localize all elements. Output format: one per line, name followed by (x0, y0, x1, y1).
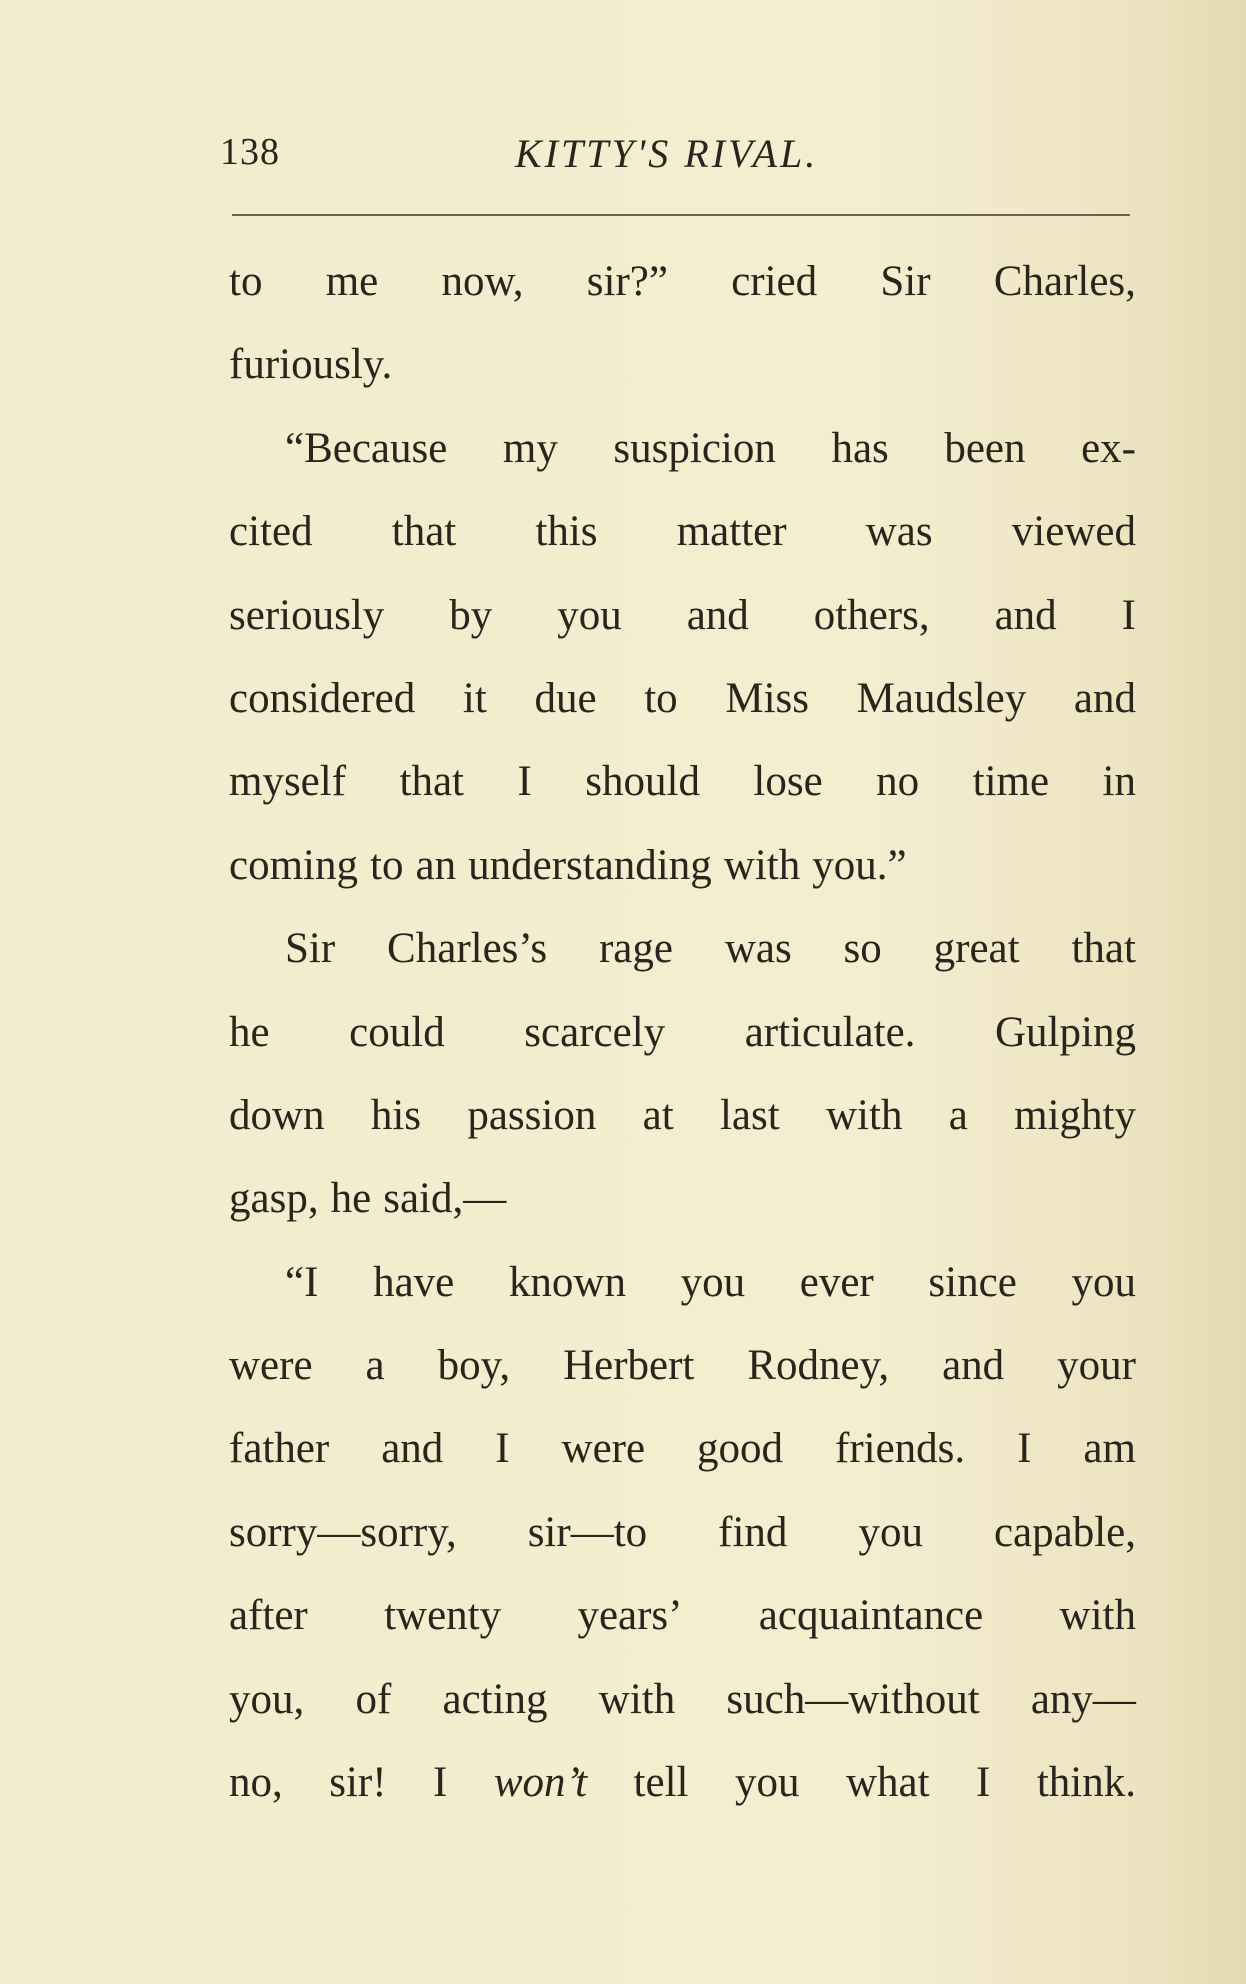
word: I (495, 1425, 510, 1473)
word: myself (229, 758, 347, 806)
word: me (325, 258, 379, 305)
text-line (229, 240, 1136, 323)
word: your (1057, 1342, 1136, 1390)
word: was (865, 508, 933, 556)
word: I (1121, 591, 1136, 639)
word: was (724, 925, 792, 973)
word: understanding (468, 841, 712, 889)
word: his (370, 1091, 422, 1139)
text-line (229, 1241, 1136, 1324)
word: matter (676, 508, 787, 556)
text-line (229, 407, 1136, 490)
word: to (229, 258, 263, 305)
word: due (534, 674, 597, 722)
word: won’t (493, 1759, 588, 1807)
word: furiously. (229, 341, 393, 389)
word: considered (229, 674, 416, 722)
word: father (229, 1425, 330, 1473)
word: you (1071, 1258, 1136, 1306)
text-line (229, 1074, 1136, 1157)
word: been (944, 424, 1026, 472)
word: that (399, 758, 464, 806)
word: he (330, 1175, 372, 1223)
word: of (355, 1675, 392, 1723)
word: capable, (993, 1508, 1136, 1556)
word: great (933, 925, 1020, 973)
word: Maudsley (856, 674, 1027, 722)
word: known (508, 1258, 626, 1306)
word: mighty (1014, 1091, 1136, 1139)
word: cried (731, 258, 818, 305)
text-line (229, 824, 1136, 907)
word: you (680, 1258, 746, 1306)
text-line (229, 490, 1136, 573)
word: this (535, 508, 598, 556)
word: he (229, 1008, 270, 1056)
word: were (561, 1425, 646, 1473)
word: rage (598, 925, 673, 973)
word: now, (441, 258, 524, 305)
word: acquaintance (758, 1592, 984, 1640)
word: suspicion (613, 424, 776, 472)
word: Rodney, (747, 1342, 890, 1390)
word: my (502, 424, 558, 472)
word: a (948, 1091, 968, 1139)
word: and (942, 1342, 1005, 1390)
word: coming (229, 841, 358, 889)
word: any— (1030, 1675, 1136, 1723)
word: you (734, 1759, 800, 1807)
word: lose (753, 758, 823, 806)
word: such—without (726, 1675, 980, 1723)
word: friends. (835, 1425, 966, 1473)
word: others, (813, 591, 930, 639)
word: acting (442, 1675, 548, 1723)
word: twenty (384, 1592, 502, 1640)
word: could (349, 1008, 445, 1056)
text-line (229, 657, 1136, 740)
word: with (1059, 1592, 1136, 1640)
word: Sir (285, 925, 336, 973)
word: ex- (1081, 424, 1136, 472)
word: last (719, 1091, 780, 1139)
word: I (517, 758, 532, 806)
word: to (644, 674, 678, 722)
word: boy, (437, 1342, 511, 1390)
word: seriously (229, 591, 385, 639)
word: with (826, 1091, 903, 1139)
word: Charles, (993, 258, 1136, 305)
word: were (229, 1342, 313, 1390)
word: and (381, 1425, 444, 1473)
word: “Because (285, 424, 448, 472)
word: sir—to (527, 1508, 648, 1556)
word: a (365, 1342, 385, 1390)
word: down (229, 1091, 325, 1139)
word: I (1017, 1425, 1032, 1473)
word: sir! (329, 1759, 387, 1807)
text-line (229, 740, 1136, 823)
word: Herbert (563, 1342, 695, 1390)
word: what (845, 1759, 930, 1807)
word: by (449, 591, 493, 639)
word: since (928, 1258, 1017, 1306)
word: “I (285, 1258, 319, 1306)
word: at (642, 1091, 674, 1139)
word: gasp, (229, 1175, 319, 1223)
text-line (229, 1574, 1136, 1657)
word: I (433, 1759, 448, 1807)
word: and (994, 591, 1057, 639)
word: so (843, 925, 882, 973)
word: you.” (812, 841, 907, 889)
word: and (686, 591, 749, 639)
word: find (718, 1508, 788, 1556)
text-line (229, 1658, 1136, 1741)
word: passion (467, 1091, 597, 1139)
text-line (229, 1491, 1136, 1574)
text-line (229, 323, 1136, 406)
text-line (229, 1157, 1136, 1240)
word: scarcely (524, 1008, 666, 1056)
word: has (831, 424, 889, 472)
word: you (557, 591, 622, 639)
word: should (585, 758, 700, 806)
word: in (1102, 758, 1136, 806)
word: think. (1036, 1759, 1136, 1807)
word: time (972, 758, 1050, 806)
running-title: KITTY'S RIVAL. (515, 131, 819, 176)
word: no (876, 758, 920, 806)
word: no, (229, 1759, 283, 1807)
text-line (229, 574, 1136, 657)
word: Sir (880, 258, 931, 305)
page-header (0, 130, 1246, 190)
word: tell (633, 1759, 689, 1807)
header-rule (232, 214, 1130, 216)
word: Gulping (995, 1008, 1136, 1056)
word: am (1083, 1425, 1136, 1473)
word: sorry—sorry, (229, 1508, 457, 1556)
word: to (370, 841, 404, 889)
body-text (229, 240, 1136, 1824)
text-line (229, 1407, 1136, 1490)
word: an (415, 841, 457, 889)
word: with (598, 1675, 676, 1723)
word: said,— (383, 1175, 507, 1223)
word: that (1071, 925, 1136, 973)
word: years’ (577, 1592, 683, 1640)
word: you (858, 1508, 923, 1556)
word: that (391, 508, 457, 556)
word: you, (229, 1675, 305, 1723)
text-line (229, 1741, 1136, 1824)
word: have (373, 1258, 455, 1306)
word: viewed (1011, 508, 1136, 556)
text-line (229, 907, 1136, 990)
word: good (697, 1425, 784, 1473)
text-line (229, 1324, 1136, 1407)
word: cited (229, 508, 313, 556)
word: with (723, 841, 801, 889)
word: it (462, 674, 487, 722)
word: sir?” (586, 258, 668, 305)
word: articulate. (744, 1008, 916, 1056)
word: and (1073, 674, 1136, 722)
word: ever (799, 1258, 874, 1306)
word: Charles’s (387, 925, 548, 973)
word: I (976, 1759, 991, 1807)
text-line (229, 991, 1136, 1074)
page-number: 138 (220, 131, 280, 173)
word: after (229, 1592, 308, 1640)
word: Miss (725, 674, 809, 722)
